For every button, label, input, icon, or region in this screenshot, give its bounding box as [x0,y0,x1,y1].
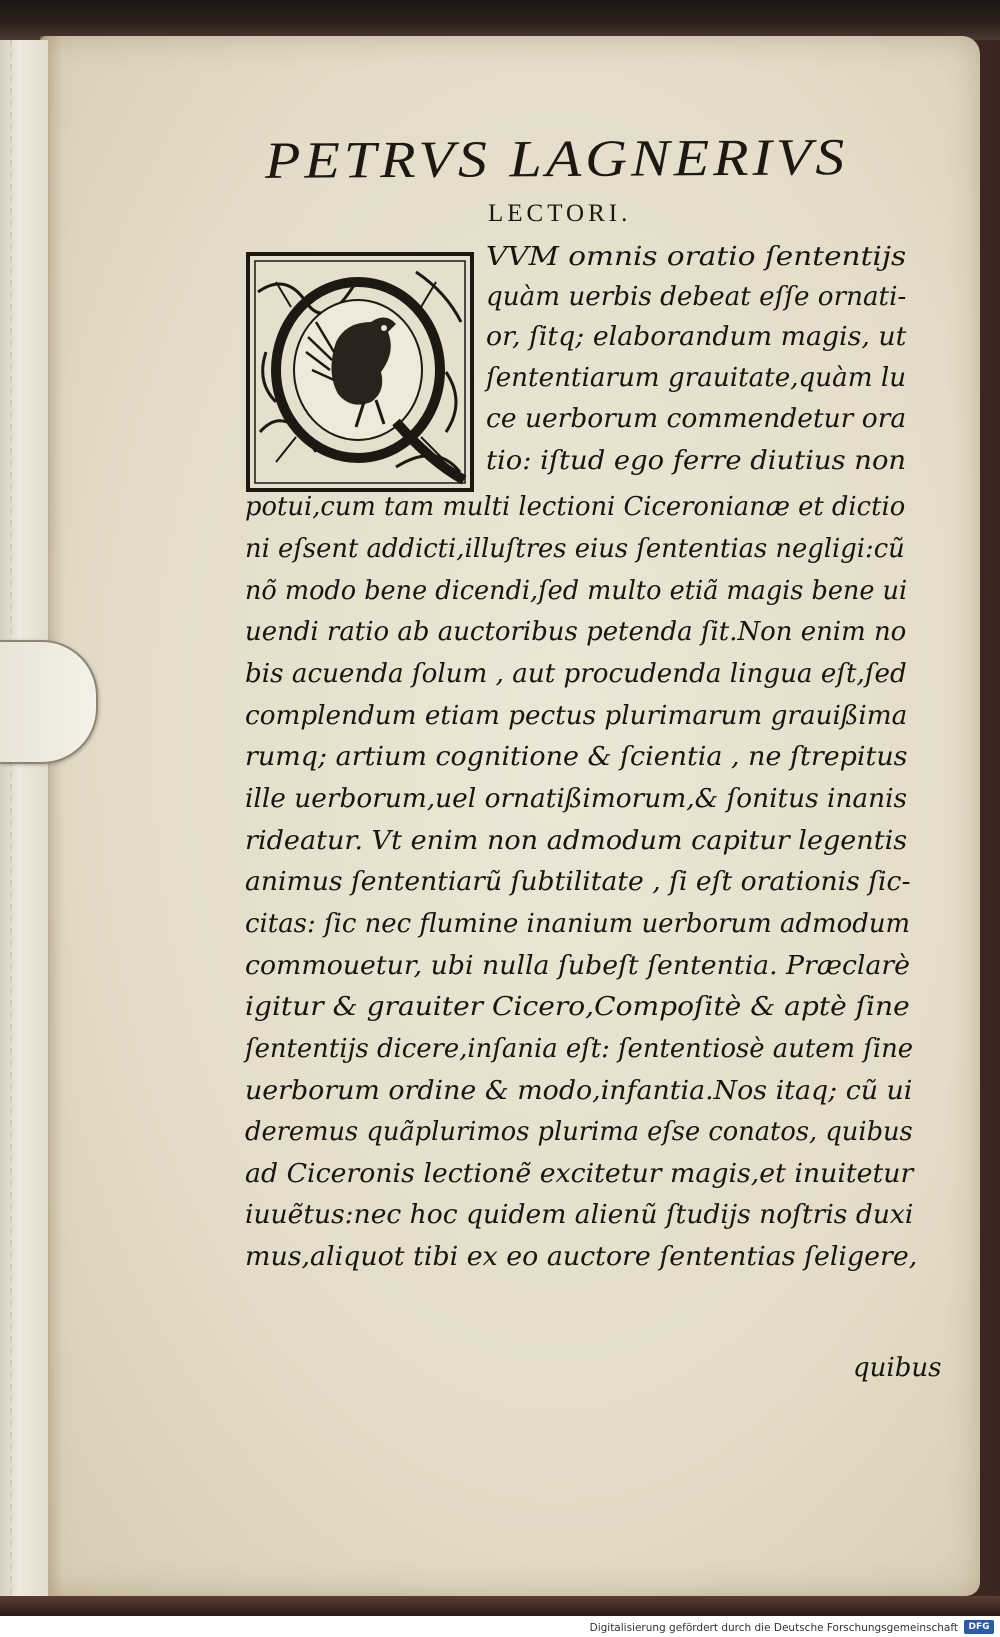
woodcut-initial [246,252,474,492]
top-binding [0,0,1000,40]
page-title: PETRVS LAGNERIVS [264,127,849,190]
text-line: mus,aliquot tibi ex eo auctore ſententias ſeligere, [245,1242,918,1272]
footer-credit: Digitalisierung gefördert durch die Deutsche Forschungsgemeinschaft [589,1622,958,1634]
text-line: deremus quãplurimos plurima eſse conatos, quibus [245,1117,913,1147]
text-line: uerborum ordine & modo,infantia.Nos itaq; cũ ui [245,1076,913,1106]
page-clip [0,640,98,764]
text-line: commouetur, ubi nulla ſubeſt ſententia. Præclarè [245,951,911,981]
text-line: ſententiarum grauitate,quàm lu [486,363,907,393]
text-line: quàm uerbis debeat eſſe ornati- [486,282,907,312]
page-edge-stack [0,40,49,1600]
text-line: iuuẽtus:nec hoc quidem alienũ ſtudijs noſtris duxi [245,1200,914,1230]
text-line: ſententijs dicere,inſania eſt: ſententiosè autem ſine [245,1034,914,1064]
text-line: potui,cum tam multi lectioni Ciceronianæ et dictio [245,492,906,522]
text-line: animus ſententiarũ ſubtilitate , ſi eſt orationis ſic- [245,867,911,897]
catchword: quibus [853,1353,942,1383]
text-line: VVM omnis oratio ſententijs [486,242,907,272]
text-line: tio: iſtud ego ferre diutius non [486,446,907,476]
dfg-logo: DFG [964,1620,994,1634]
bottom-binding [0,1596,1000,1616]
text-line: ad Ciceronis lectionẽ excitetur magis,et inuitetur [245,1159,914,1189]
text-line: rideatur. Vt enim non admodum capitur legentis [245,826,908,856]
text-line: bis acuenda ſolum , aut procudenda lingua eſt,ſed [245,659,907,689]
text-line: complendum etiam pectus plurimarum grauißima [245,701,908,731]
text-line: nõ modo bene dicendi,ſed multo etiã magis bene ui [245,576,908,606]
page-subtitle: LECTORI. [488,200,632,227]
text-line: igitur & grauiter Cicero,Compoſitè & aptè ſine [245,992,910,1022]
text-line: ce uerborum commendetur ora [486,404,907,434]
text-line: citas: ſic nec flumine inanium uerborum admodum [245,909,911,939]
text-line: or, ſitq; elaborandum magis, ut [486,322,907,352]
text-line: uendi ratio ab auctoribus petenda ſit.Non enim no [245,617,907,647]
text-line: ille uerborum,uel ornatißimorum,& ſonitus inanis [245,784,908,814]
text-line: rumq; artium cognitione & ſcientia , ne ſtrepitus [245,742,908,772]
text-line: ni eſsent addicti,illuſtres eius ſententias negligi:cũ [245,534,905,564]
